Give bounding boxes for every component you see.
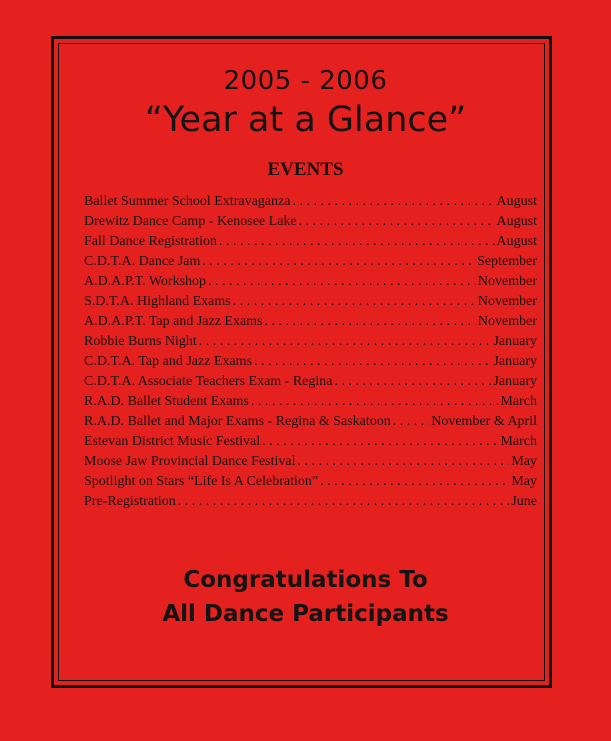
list-item xyxy=(84,292,537,312)
event-month: January xyxy=(493,354,537,369)
dot-leader xyxy=(254,352,491,372)
event-name: R.A.D. Ballet Student Exams xyxy=(84,394,249,409)
year-range: 2005 - 2006 xyxy=(223,66,388,96)
event-name: Fall Dance Registration xyxy=(84,234,217,249)
dot-leader xyxy=(265,312,476,332)
list-item xyxy=(84,272,537,292)
event-month: November xyxy=(477,294,537,309)
congratulations-message xyxy=(0,563,611,631)
event-month: August xyxy=(496,234,537,249)
list-item xyxy=(84,372,537,392)
dot-leader xyxy=(320,472,509,492)
event-month: November xyxy=(477,274,537,289)
dot-leader xyxy=(199,332,492,352)
event-name: A.D.A.P.T. Tap and Jazz Exams xyxy=(84,314,263,329)
events-heading: EVENTS xyxy=(267,159,344,180)
list-item xyxy=(84,412,537,432)
dot-leader xyxy=(233,292,476,312)
list-item xyxy=(84,212,537,232)
dot-leader xyxy=(219,232,495,252)
dot-leader xyxy=(335,372,492,392)
list-item xyxy=(84,472,537,492)
event-month: January xyxy=(493,334,537,349)
dot-leader xyxy=(262,432,498,452)
list-item xyxy=(84,452,537,472)
congratulations-line-2: All Dance Participants xyxy=(162,601,449,627)
dot-leader xyxy=(292,192,494,212)
list-item xyxy=(84,332,537,352)
dot-leader xyxy=(178,492,510,512)
list-item xyxy=(84,392,537,412)
event-month: March xyxy=(500,434,537,449)
event-name: R.A.D. Ballet and Major Exams - Regina & Saskatoon xyxy=(84,414,391,429)
event-name: S.D.T.A. Highland Exams xyxy=(84,294,231,309)
event-name: Robbie Burns Night xyxy=(84,334,197,349)
dot-leader xyxy=(393,412,429,432)
event-month: June xyxy=(511,494,537,509)
dot-leader xyxy=(251,392,499,412)
event-name: Ballet Summer School Extravaganza xyxy=(84,194,291,209)
event-name: Moose Jaw Provincial Dance Festival xyxy=(84,454,296,469)
list-item xyxy=(84,252,537,272)
list-item xyxy=(84,352,537,372)
event-month: September xyxy=(477,254,537,269)
event-name: A.D.A.P.T. Workshop xyxy=(84,274,207,289)
event-month: August xyxy=(496,194,537,209)
dot-leader xyxy=(298,452,510,472)
dot-leader xyxy=(208,272,476,292)
event-month: May xyxy=(511,474,537,489)
event-name: Pre-Registration xyxy=(84,494,176,509)
event-name: C.D.T.A. Tap and Jazz Exams xyxy=(84,354,253,369)
event-month: November xyxy=(477,314,537,329)
congratulations-line-1: Congratulations To xyxy=(183,567,428,593)
event-name: C.D.T.A. Dance Jam xyxy=(84,254,201,269)
event-month: January xyxy=(493,374,537,389)
list-item xyxy=(84,432,537,452)
event-month: March xyxy=(500,394,537,409)
event-name: Estevan District Music Festival xyxy=(84,434,261,449)
list-item xyxy=(84,192,537,212)
event-month: November & April xyxy=(431,414,537,429)
dot-leader xyxy=(202,252,475,272)
event-name: Spotlight on Stars “Life Is A Celebration” xyxy=(84,474,319,489)
event-name: C.D.T.A. Associate Teachers Exam - Regina xyxy=(84,374,333,389)
event-name: Drewitz Dance Camp - Kenosee Lake xyxy=(84,214,297,229)
event-month: August xyxy=(496,214,537,229)
page-title: “Year at a Glance” xyxy=(144,100,467,140)
event-list xyxy=(84,192,537,512)
list-item xyxy=(84,492,537,512)
dot-leader xyxy=(299,212,495,232)
list-item xyxy=(84,312,537,332)
event-month: May xyxy=(511,454,537,469)
list-item xyxy=(84,232,537,252)
